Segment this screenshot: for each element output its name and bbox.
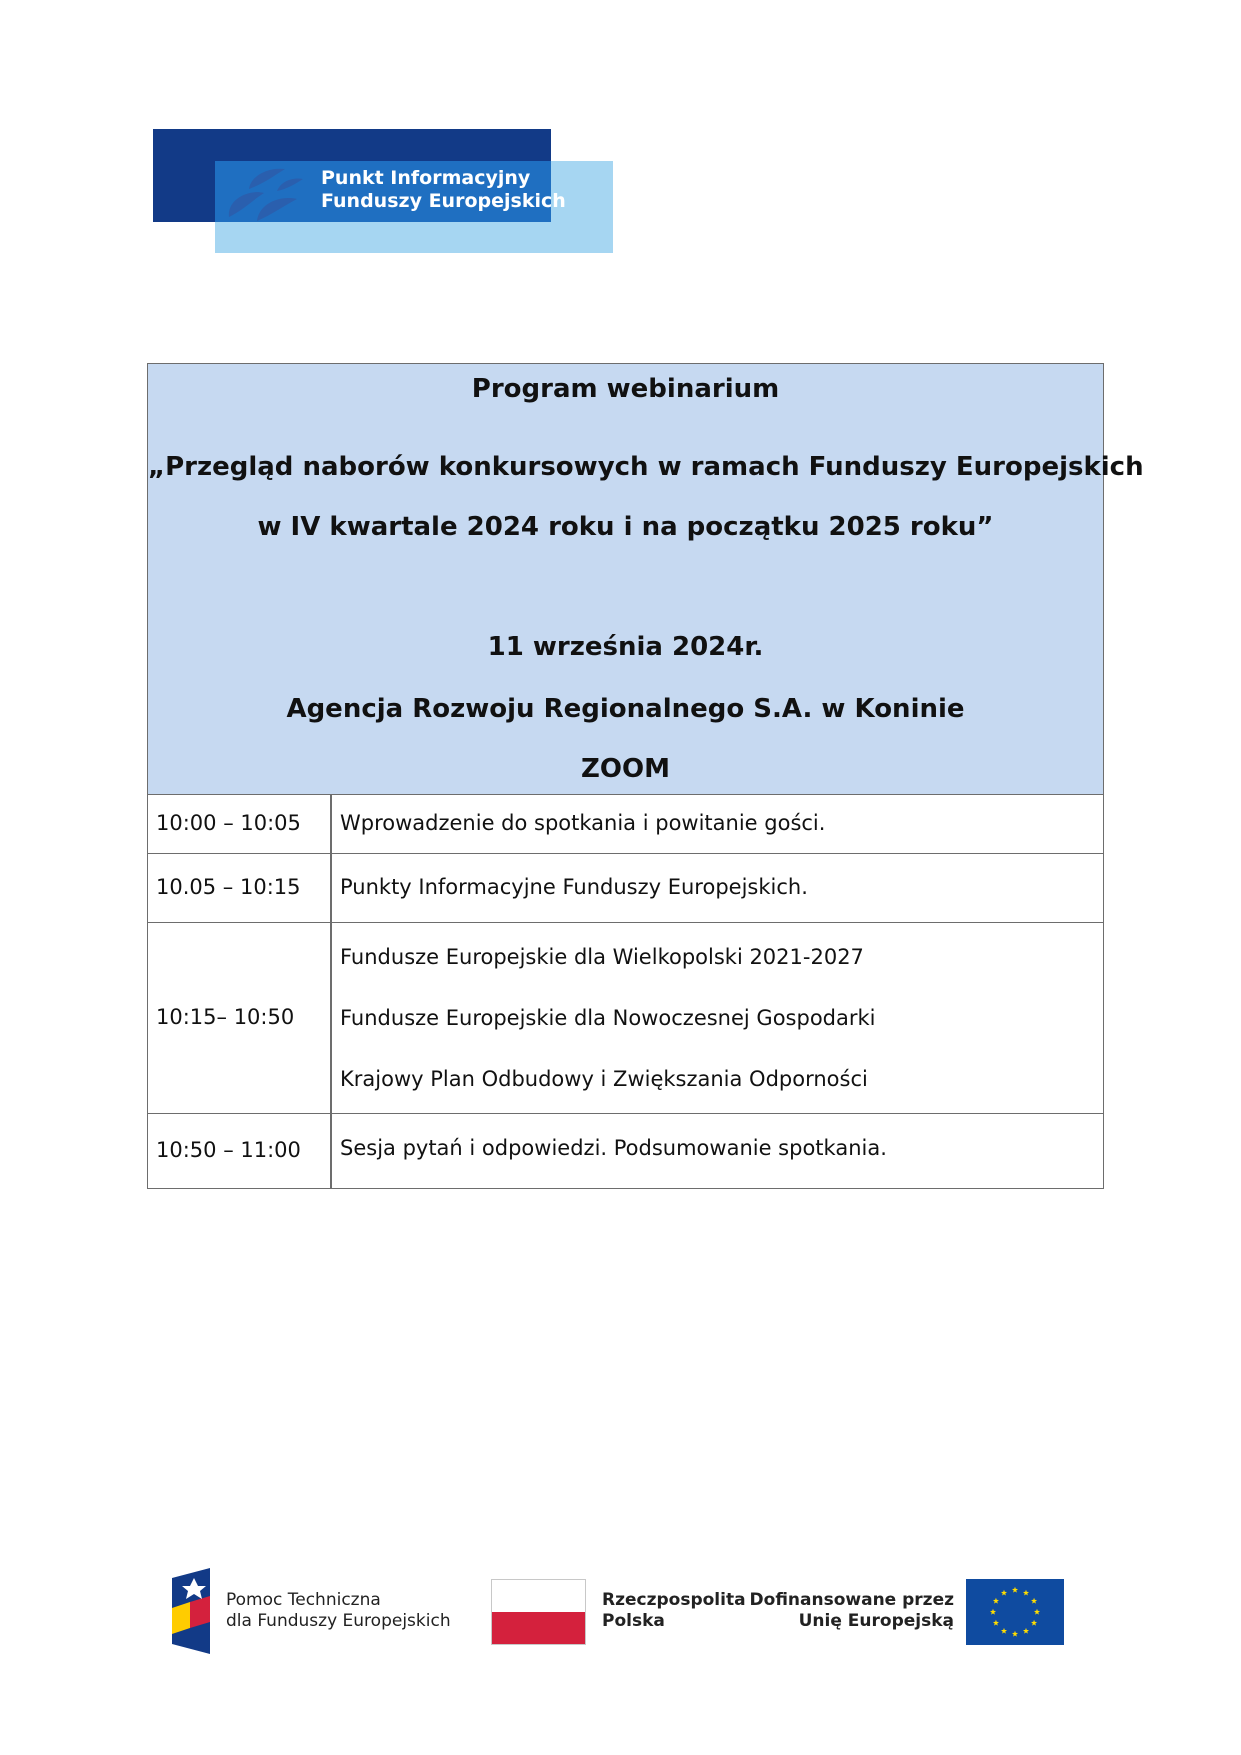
eu-star-icon (1012, 1587, 1018, 1593)
eu-star-icon (1031, 1620, 1037, 1626)
poland-flag-red (492, 1612, 585, 1644)
fe-logo-text (226, 1590, 451, 1632)
poland-flag (491, 1579, 586, 1645)
logo-text (321, 167, 566, 213)
eu-star-icon (993, 1598, 999, 1604)
logo-text-line1: Punkt Informacyjny (321, 167, 531, 189)
column-divider (330, 854, 332, 922)
footer-logos (0, 1560, 1241, 1660)
column-divider (330, 923, 332, 1113)
eu-logo-text (690, 1590, 954, 1632)
fe-logo-text-line2: dla Funduszy Europejskich (226, 1611, 451, 1631)
row-time: 10.05 – 10:15 (156, 875, 301, 899)
program-platform: ZOOM (581, 754, 670, 784)
pife-logo (153, 129, 613, 253)
program-subtitle-line2: w IV kwartale 2024 roku i na początku 2025 roku” (257, 512, 994, 542)
logo-text-line2: Funduszy Europejskich (321, 190, 566, 212)
eu-star-icon (1031, 1598, 1037, 1604)
row-description: Fundusze Europejskie dla Wielkopolski 2021-2027 (340, 945, 864, 969)
eu-stars-icon (966, 1579, 1064, 1645)
program-header (148, 364, 1144, 795)
eu-star-icon (1001, 1590, 1007, 1596)
eu-star-icon (1001, 1628, 1007, 1634)
program-date: 11 września 2024r. (487, 632, 764, 662)
eu-star-icon (1023, 1590, 1029, 1596)
eu-star-icon (1034, 1609, 1040, 1615)
eu-flag (966, 1579, 1064, 1645)
column-divider (330, 795, 332, 853)
table-row (148, 923, 1103, 1114)
program-organizer: Agencja Rozwoju Regionalnego S.A. w Koninie (286, 694, 965, 724)
row-description: Wprowadzenie do spotkania i powitanie gości. (340, 811, 826, 835)
rp-logo-text-line2: Polska (602, 1611, 665, 1631)
poland-flag-white (492, 1580, 585, 1612)
table-row (148, 1114, 1103, 1188)
row-time: 10:50 – 11:00 (156, 1138, 301, 1162)
eu-star-icon (1023, 1628, 1029, 1634)
table-row (148, 854, 1103, 923)
table-row (148, 795, 1103, 854)
row-description: Sesja pytań i odpowiedzi. Podsumowanie spotkania. (340, 1136, 887, 1160)
logo-stars-icon (219, 159, 303, 225)
row-description: Fundusze Europejskie dla Nowoczesnej Gospodarki (340, 1006, 876, 1030)
row-time: 10:00 – 10:05 (156, 811, 301, 835)
eu-star-icon (1012, 1631, 1018, 1637)
row-description: Punkty Informacyjne Funduszy Europejskich. (340, 875, 808, 899)
row-description: Krajowy Plan Odbudowy i Zwiększania Odporności (340, 1067, 868, 1091)
eu-star-icon (993, 1620, 999, 1626)
eu-logo-text-line1: Dofinansowane przez (749, 1590, 954, 1610)
rp-logo-text-line1: Rzeczpospolita (602, 1590, 746, 1610)
eu-logo-text-line2: Unię Europejską (798, 1611, 954, 1631)
column-divider (330, 1114, 332, 1188)
program-table (147, 363, 1144, 1189)
fe-logo-text-line1: Pomoc Techniczna (226, 1590, 381, 1610)
fundusze-europejskie-logo-icon (168, 1568, 214, 1654)
row-time: 10:15– 10:50 (156, 1005, 295, 1029)
eu-star-icon (990, 1609, 996, 1615)
program-subtitle-line1: „Przegląd naborów konkursowych w ramach Funduszy Europejskich (148, 452, 1144, 482)
program-title: Program webinarium (471, 374, 780, 404)
